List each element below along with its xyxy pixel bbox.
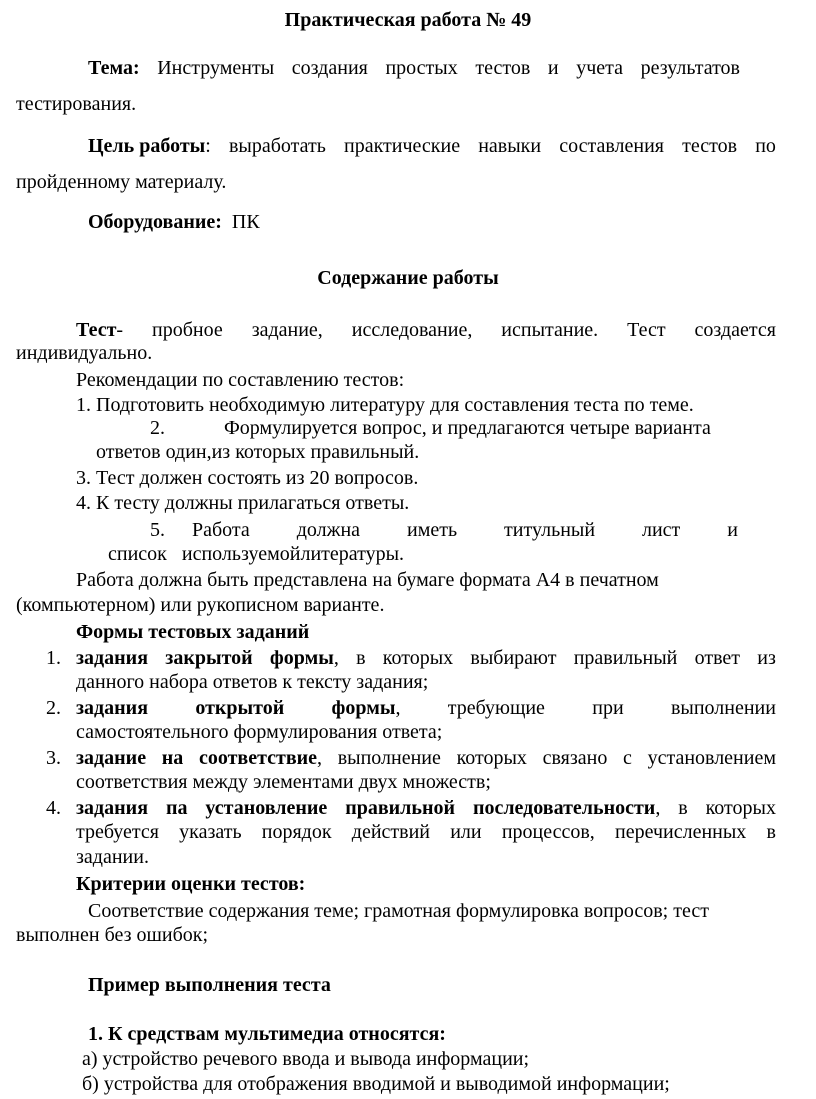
equipment-value: ПК <box>231 211 260 233</box>
test-definition-line <box>76 318 776 342</box>
form-word: выполнении <box>670 697 776 719</box>
example-answer: а) устройство речевого ввода и вывода информации; <box>82 1048 530 1070</box>
topic-continuation: тестирования. <box>16 93 137 115</box>
form-term-group <box>473 796 660 820</box>
topic-word: учета <box>576 57 624 79</box>
test-def-word: исследование, <box>351 319 473 341</box>
goal-continuation: пройденному материалу. <box>16 171 227 193</box>
form-word: требуется <box>76 821 159 843</box>
topic-word: тестов <box>475 57 531 79</box>
form-item-continuation: данного набора ответов к тексту задания; <box>76 671 429 693</box>
goal-label: Цель работы <box>88 135 206 157</box>
form-word: действий <box>351 821 431 843</box>
page-title: Практическая работа № 49 <box>284 9 532 31</box>
recommendation-item: 3. Тест должен состоять из 20 вопросов. <box>76 467 419 489</box>
form-word: которых <box>705 797 776 819</box>
form-word: правильный <box>573 647 678 669</box>
rec5-word: должна <box>296 519 361 541</box>
recommendation-item-continuation <box>108 542 404 566</box>
form-item-line <box>76 646 776 670</box>
form-number: 1. <box>46 647 61 669</box>
form-word: при <box>592 697 624 719</box>
test-term-group <box>76 318 123 342</box>
example-heading: Пример выполнения теста <box>88 974 331 996</box>
form-term-word: задания <box>76 647 149 669</box>
form-word: или <box>450 821 482 843</box>
form-word: с <box>623 747 632 769</box>
criteria-line: выполнен без ошибок; <box>16 924 209 946</box>
form-word: выбирают <box>470 647 557 669</box>
content-heading: Содержание работы <box>317 267 499 289</box>
test-definition-continuation: индивидуально. <box>16 342 153 364</box>
rec5-word: иметь <box>406 519 458 541</box>
form-word: которых <box>382 647 454 669</box>
test-def-word: Тест <box>627 319 666 341</box>
submission-line: Работа должна быть представлена на бумаге формата А4 в печатном <box>76 569 659 591</box>
form-item-line <box>76 820 776 844</box>
form-term-group <box>270 646 339 670</box>
form-word: , <box>395 697 401 719</box>
form-word: процессов, <box>501 821 595 843</box>
form-term-word: открытой <box>195 697 285 719</box>
goal-line <box>88 134 776 158</box>
test-def-word: испытание. <box>501 319 599 341</box>
topic-word: простых <box>385 57 458 79</box>
example-question: 1. К средствам мультимедиа относятся: <box>88 1023 446 1045</box>
form-term-word: закрытой <box>165 647 253 669</box>
equipment-line <box>88 210 260 234</box>
form-word: ответ <box>694 647 741 669</box>
form-term-word: задание <box>76 747 147 769</box>
form-word: в <box>766 821 776 843</box>
rec5-word: и <box>727 519 738 541</box>
form-word: , <box>655 797 661 819</box>
form-word: , <box>333 647 339 669</box>
rec5-word: используемойлитературы. <box>181 543 405 565</box>
form-item-continuation: задании. <box>76 846 149 868</box>
form-term-word: задания <box>76 697 149 719</box>
form-term-word: на <box>161 747 184 769</box>
topic-label: Тема: <box>88 57 140 79</box>
form-word: которых <box>456 747 527 769</box>
recommendations-heading: Рекомендации по составлению тестов: <box>76 369 405 391</box>
test-def-word: задание, <box>251 319 323 341</box>
submission-line: (компьютерном) или рукописном варианте. <box>16 594 385 616</box>
goal-word: практические <box>343 135 461 157</box>
form-item-line <box>76 746 776 770</box>
form-term-word: формы <box>269 647 334 669</box>
criteria-line: Соответствие содержания теме; грамотная формулировка вопросов; тест <box>88 900 709 922</box>
rec5-word: Работа <box>192 519 250 541</box>
recommendation-item-5 <box>192 518 738 542</box>
goal-word: составления <box>559 135 665 157</box>
form-word: выполнение <box>337 747 441 769</box>
test-def-word: - <box>116 319 124 341</box>
goal-word: тестов <box>682 135 738 157</box>
topic-word: результатов <box>640 57 740 79</box>
form-word: требующие <box>447 697 545 719</box>
form-word: установлением <box>647 747 776 769</box>
topic-line <box>88 56 740 80</box>
form-word: , <box>317 747 323 769</box>
form-term-word: правильной <box>345 797 456 819</box>
form-term-group <box>199 746 322 770</box>
form-word: в <box>356 647 366 669</box>
criteria-heading: Критерии оценки тестов: <box>76 873 306 895</box>
topic-word: и <box>547 57 559 79</box>
form-item-continuation: соответствия между элементами двух множеств; <box>76 771 491 793</box>
form-term-word: последовательности <box>472 797 656 819</box>
form-word: из <box>757 647 776 669</box>
form-term-group <box>332 696 401 720</box>
form-item-line <box>76 796 776 820</box>
goal-word: выработать <box>228 135 326 157</box>
form-term-word: установление <box>205 797 328 819</box>
recommendation-number: 2. <box>150 417 165 439</box>
equipment-label: Оборудование: <box>88 211 222 233</box>
form-term-word: соответствие <box>198 747 318 769</box>
recommendation-item: Формулируется вопрос, и предлагаются четыре варианта <box>224 417 711 439</box>
rec5-word: список <box>108 543 167 565</box>
form-term-word: формы <box>331 697 396 719</box>
form-word: перечисленных <box>615 821 747 843</box>
goal-word: : <box>205 135 211 157</box>
form-word: связано <box>542 747 608 769</box>
form-number: 2. <box>46 697 61 719</box>
recommendation-number: 5. <box>150 519 165 541</box>
goal-word: по <box>755 135 776 157</box>
rec5-word: титульный <box>504 519 596 541</box>
form-term-word: задания <box>76 797 149 819</box>
recommendation-item: 1. Подготовить необходимую литературу для составления теста по теме. <box>76 394 694 416</box>
form-number: 4. <box>46 797 61 819</box>
topic-word: Инструменты <box>157 57 275 79</box>
test-term: Тест <box>76 319 117 341</box>
goal-word: навыки <box>478 135 542 157</box>
form-item-line <box>76 696 776 720</box>
form-word: порядок <box>261 821 332 843</box>
form-word: указать <box>179 821 242 843</box>
form-term-word: па <box>165 797 188 819</box>
test-def-word: создается <box>694 319 776 341</box>
recommendation-item-continuation: ответов один,из которых правильный. <box>96 441 420 463</box>
rec5-word: лист <box>642 519 681 541</box>
recommendation-item: 4. К тесту должны прилагаться ответы. <box>76 492 410 514</box>
goal-label-group <box>88 134 211 158</box>
form-number: 3. <box>46 747 61 769</box>
forms-heading: Формы тестовых заданий <box>76 621 310 643</box>
form-item-continuation: самостоятельного формулирования ответа; <box>76 721 443 743</box>
topic-word: создания <box>291 57 368 79</box>
example-answer: б) устройства для отображения вводимой и выводимой информации; <box>82 1073 670 1095</box>
test-def-word: пробное <box>152 319 223 341</box>
form-word: в <box>678 797 688 819</box>
